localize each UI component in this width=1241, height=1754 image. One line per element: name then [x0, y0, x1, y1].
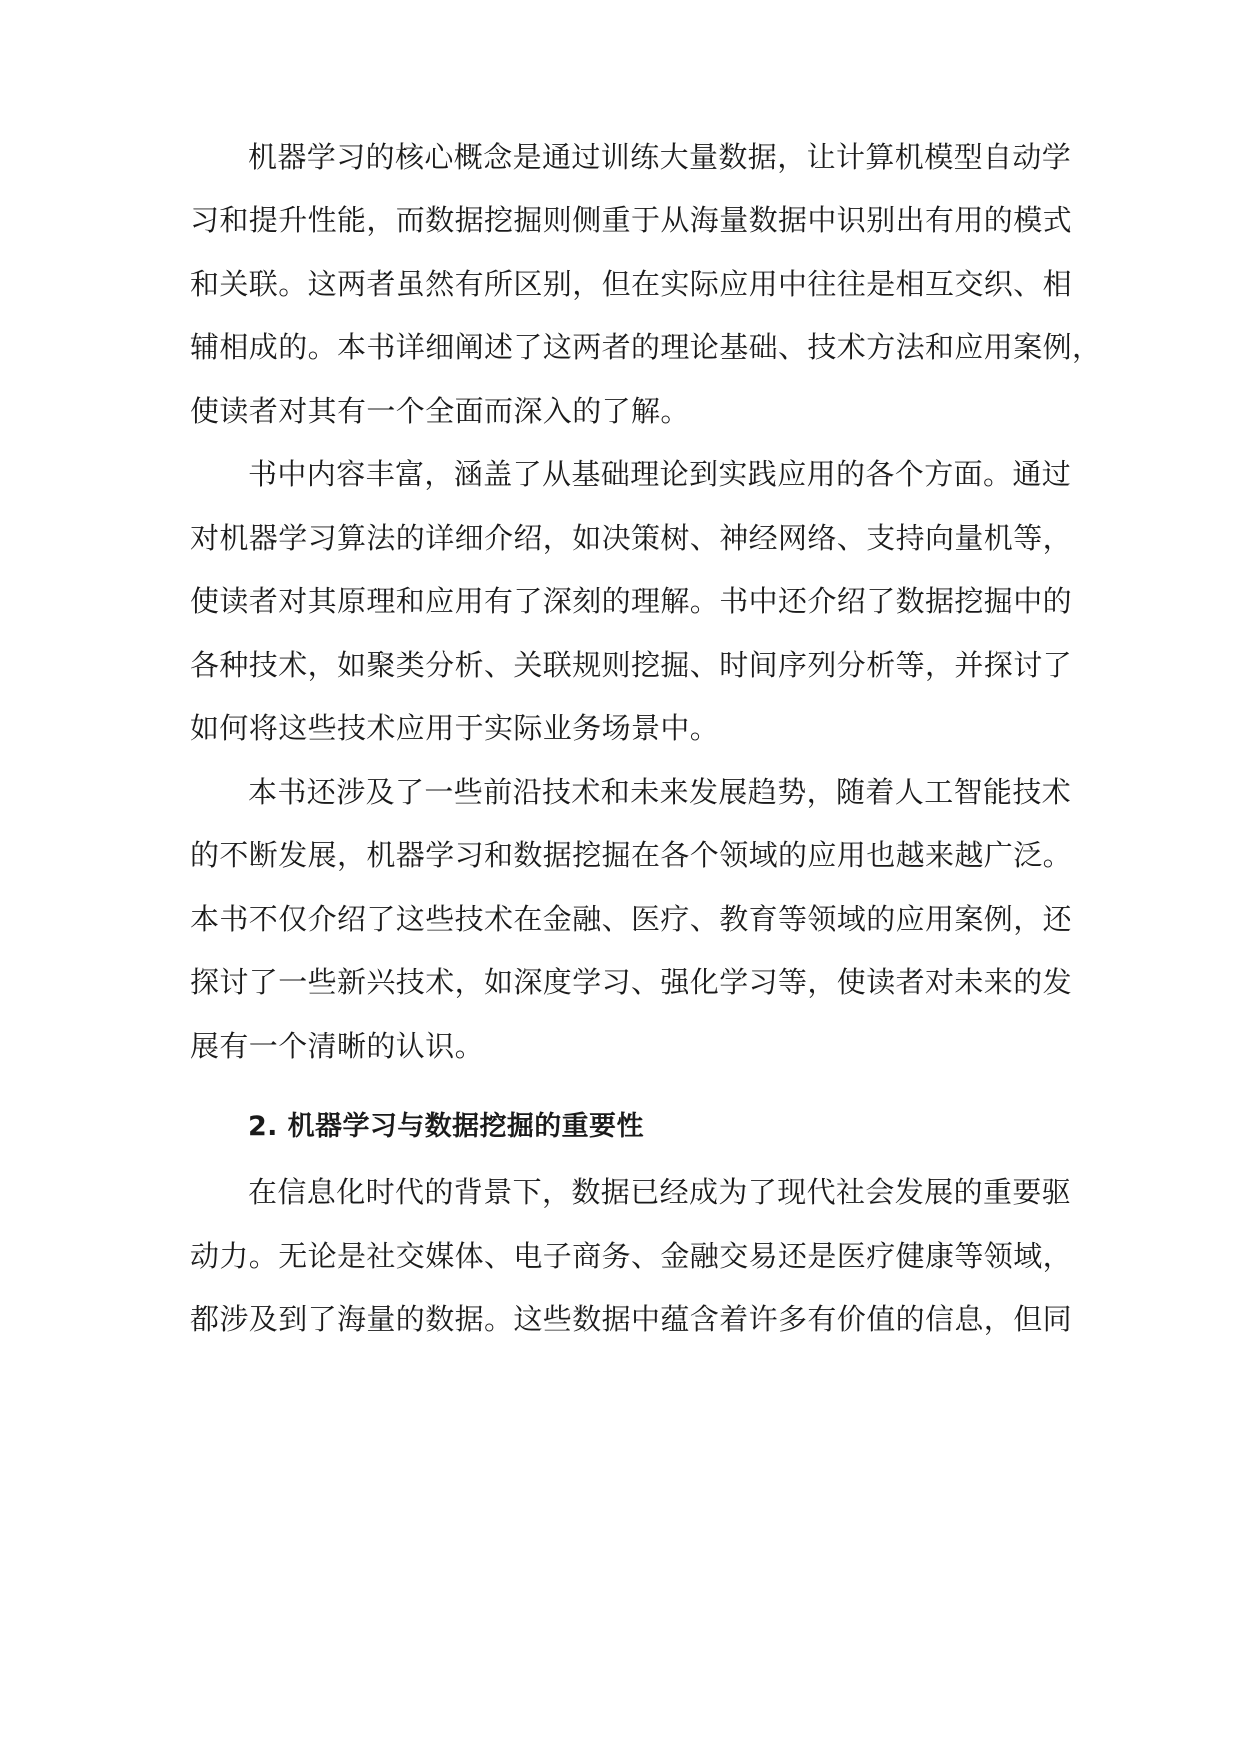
paragraph-2-line-2: 对机器学习算法的详细介绍，如决策树、神经网络、支持向量机等， — [190, 521, 1073, 555]
paragraph-3-line-4: 探讨了一些新兴技术，如深度学习、强化学习等，使读者对未来的发 — [190, 965, 1073, 999]
paragraph-3-line-5: 展有一个清晰的认识。 — [190, 1029, 485, 1063]
section-paragraph-line-1: 在信息化时代的背景下，数据已经成为了现代社会发展的重要驱 — [248, 1175, 1072, 1209]
paragraph-1-line-2: 习和提升性能，而数据挖掘则侧重于从海量数据中识别出有用的模式 — [190, 203, 1073, 237]
section-paragraph-line-2: 动力。无论是社交媒体、电子商务、金融交易还是医疗健康等领域， — [190, 1239, 1073, 1273]
section-paragraph-line-3: 都涉及到了海量的数据。这些数据中蕴含着许多有价值的信息，但同 — [190, 1302, 1073, 1336]
paragraph-1-line-3: 和关联。这两者虽然有所区别，但在实际应用中往往是相互交织、相 — [190, 267, 1073, 301]
paragraph-1-line-1: 机器学习的核心概念是通过训练大量数据，让计算机模型自动学 — [248, 140, 1072, 174]
paragraph-2-line-4: 各种技术，如聚类分析、关联规则挖掘、时间序列分析等，并探讨了 — [190, 648, 1073, 682]
paragraph-1-line-5: 使读者对其有一个全面而深入的了解。 — [190, 394, 690, 428]
paragraph-3-line-1: 本书还涉及了一些前沿技术和未来发展趋势，随着人工智能技术 — [248, 775, 1072, 809]
paragraph-2-line-3: 使读者对其原理和应用有了深刻的理解。书中还介绍了数据挖掘中的 — [190, 584, 1073, 618]
paragraph-1-line-4: 辅相成的。本书详细阐述了这两者的理论基础、技术方法和应用案例， — [190, 330, 1102, 364]
paragraph-3-line-2: 的不断发展，机器学习和数据挖掘在各个领域的应用也越来越广泛。 — [190, 838, 1073, 872]
paragraph-3-line-3: 本书不仅介绍了这些技术在金融、医疗、教育等领域的应用案例，还 — [190, 902, 1073, 936]
paragraph-2-line-1: 书中内容丰富，涵盖了从基础理论到实践应用的各个方面。通过 — [248, 457, 1072, 491]
section-heading: 2. 机器学习与数据挖掘的重要性 — [248, 1111, 644, 1142]
paragraph-2-line-5: 如何将这些技术应用于实际业务场景中。 — [190, 711, 720, 745]
